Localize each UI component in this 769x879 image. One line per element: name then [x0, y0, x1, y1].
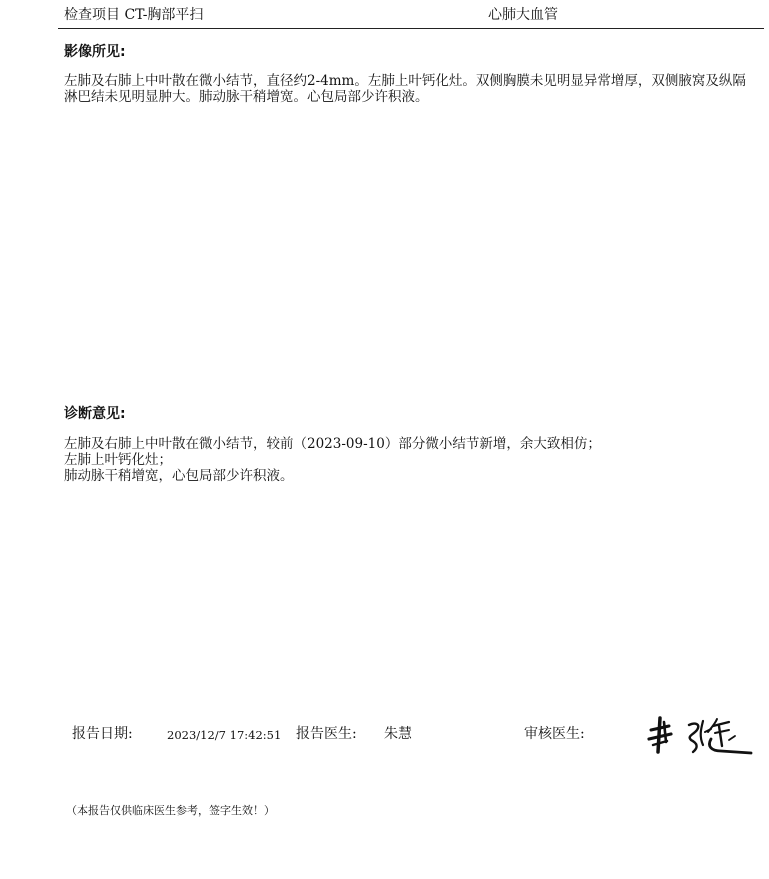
- findings-title: 影像所见:: [64, 44, 126, 60]
- diagnosis-text: [64, 436, 754, 484]
- report-doctor-label: 报告医生:: [296, 726, 357, 742]
- diagnosis-line: 肺动脉干稍增宽，心包局部少许积液。: [64, 468, 294, 484]
- report-date-value: 2023/12/7 17:42:51: [167, 728, 282, 742]
- diagnosis-line: 左肺及右肺上中叶散在微小结节，较前（2023-09-10）部分微小结节新增，余大致相仿；: [64, 436, 601, 452]
- report-doctor-name: 朱慧: [384, 726, 412, 742]
- findings-text: 左肺及右肺上中叶散在微小结节，直径约2-4mm。左肺上叶钙化灶。双侧胸膜未见明显异常增厚，双侧腋窝及纵隔淋巴结未见明显肿大。肺动脉干稍增宽。心包局部少许积液。: [64, 73, 746, 105]
- diagnosis-title: 诊断意见:: [64, 406, 126, 422]
- header-divider: [58, 28, 764, 29]
- reviewer-label: 审核医生:: [524, 726, 585, 742]
- diagnosis-line: 左肺上叶钙化灶；: [64, 452, 172, 468]
- exam-part: 心肺大血管: [488, 7, 558, 23]
- report-date-label: 报告日期:: [72, 726, 133, 742]
- report-header: [64, 5, 764, 27]
- reviewer-signature: [645, 712, 755, 758]
- exam-item: 检查项目 CT-胸部平扫: [64, 7, 204, 23]
- disclaimer: （本报告仅供临床医生参考，签字生效！）: [66, 804, 275, 817]
